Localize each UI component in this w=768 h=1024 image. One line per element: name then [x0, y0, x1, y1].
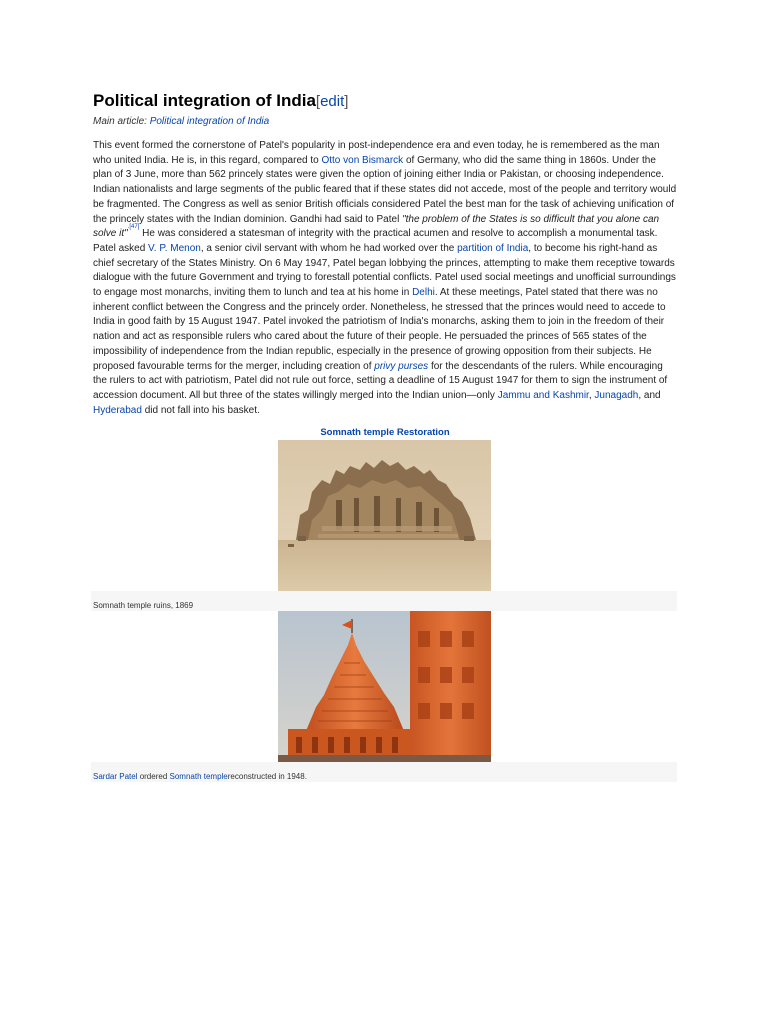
link-delhi[interactable]: Delhi	[412, 287, 435, 299]
caption-bar-2	[91, 762, 677, 782]
link-privy-purses[interactable]: privy purses	[374, 360, 429, 372]
caption-ruins: Somnath temple ruins, 1869	[93, 601, 194, 610]
link-jammu-and-kashmir[interactable]: Jammu and Kashmir	[497, 389, 589, 401]
somnath-temple-image[interactable]	[278, 611, 491, 762]
main-article-link[interactable]: Political integration of India	[149, 116, 270, 127]
link-vp-menon[interactable]: V. P. Menon	[148, 242, 201, 254]
edit-link[interactable]: edit	[320, 93, 345, 110]
reference-47[interactable]: .[47]	[127, 224, 140, 231]
edit-bracket: [edit]	[315, 93, 349, 110]
main-article-note: Main article: Political integration of India	[93, 116, 270, 127]
link-partition-of-india[interactable]: partition of India	[457, 242, 529, 254]
caption-bar-1	[91, 591, 677, 611]
body-paragraph: This event formed the cornerstone of Patel's popularity in post-independence era and even today, he is remembered as the man who united India. He is, in this regard, compared to Otto von Bismarck of Germany, who did the same thing in 1860s. Under the plan of 3 June, more than 562 princely states were given the option of joining either India or Pakistan, or choosing independence. Indian nationalists and large segments of the public feared that if these states did not accede, most of the people and territory would be fragmented. The Congress as well as senior British officials considered Patel the best man for the task of achieving unification of the princely states with the Indian dominion. Gandhi had said to Patel "the problem of the States is so difficult that you alone can solve it"$^{.[47]}$ He was considered a statesman of integrity with the practical acumen and resolve to accomplish a monumental task. Patel asked V. P. Menon, a senior civil servant with whom he had worked over the partition of India, to become his right-hand as chief secretary of the States Ministry. On 6 May 1947, Patel began lobbying the princes, attempting to make them receptive towards dialogue with the future Government and trying to forestall potential conflicts. Patel used social meetings and unofficial surroundings to engage most monarchs, inviting them to lunch and tea at his home in Delhi. At these meetings, Patel stated that there was no inherent conflict between the Congress and the princely order. Nonetheless, he stressed that the princes would need to accede to India in good faith by 15 August 1947. Patel invoked the patriotism of India's monarchs, asking them to join in the freedom of their nation and act as responsible rulers who cared about the future of their people. He persuaded the princes of 565 states of the impossibility of independence from the Indian republic, especially in the presence of growing opposition from their subjects. He proposed favourable terms for the merger, including creation of privy purses for the descendants of the rulers. While encouraging the rulers to act with patriotism, Patel did not rule out force, setting a deadline of 15 August 1947 for them to sign the instrument of accession document. All but three of the states willingly merged into the Indian union—only Jammu and Kashmir, Junagadh, and Hyderabad did not fall into his basket.	[93, 140, 677, 416]
caption-reconstructed: Sardar Patel ordered Somnath templereconstructed in 1948.	[93, 772, 307, 781]
link-otto-von-bismarck[interactable]: Otto von Bismarck	[321, 154, 404, 166]
link-somnath-temple[interactable]: Somnath temple	[169, 772, 228, 781]
link-junagadh[interactable]: Junagadh	[594, 389, 639, 401]
link-sardar-patel[interactable]: Sardar Patel	[93, 772, 138, 781]
section-title: Political integration of India	[93, 91, 316, 110]
link-hyderabad[interactable]: Hyderabad	[93, 404, 142, 416]
gallery-title: Somnath temple Restoration	[320, 427, 450, 439]
gandhi-quote: "the problem of the States is so difficult that you alone can solve it"	[93, 213, 660, 240]
somnath-ruins-image[interactable]	[278, 440, 491, 591]
article-section	[93, 88, 677, 440]
section-heading	[93, 88, 677, 115]
